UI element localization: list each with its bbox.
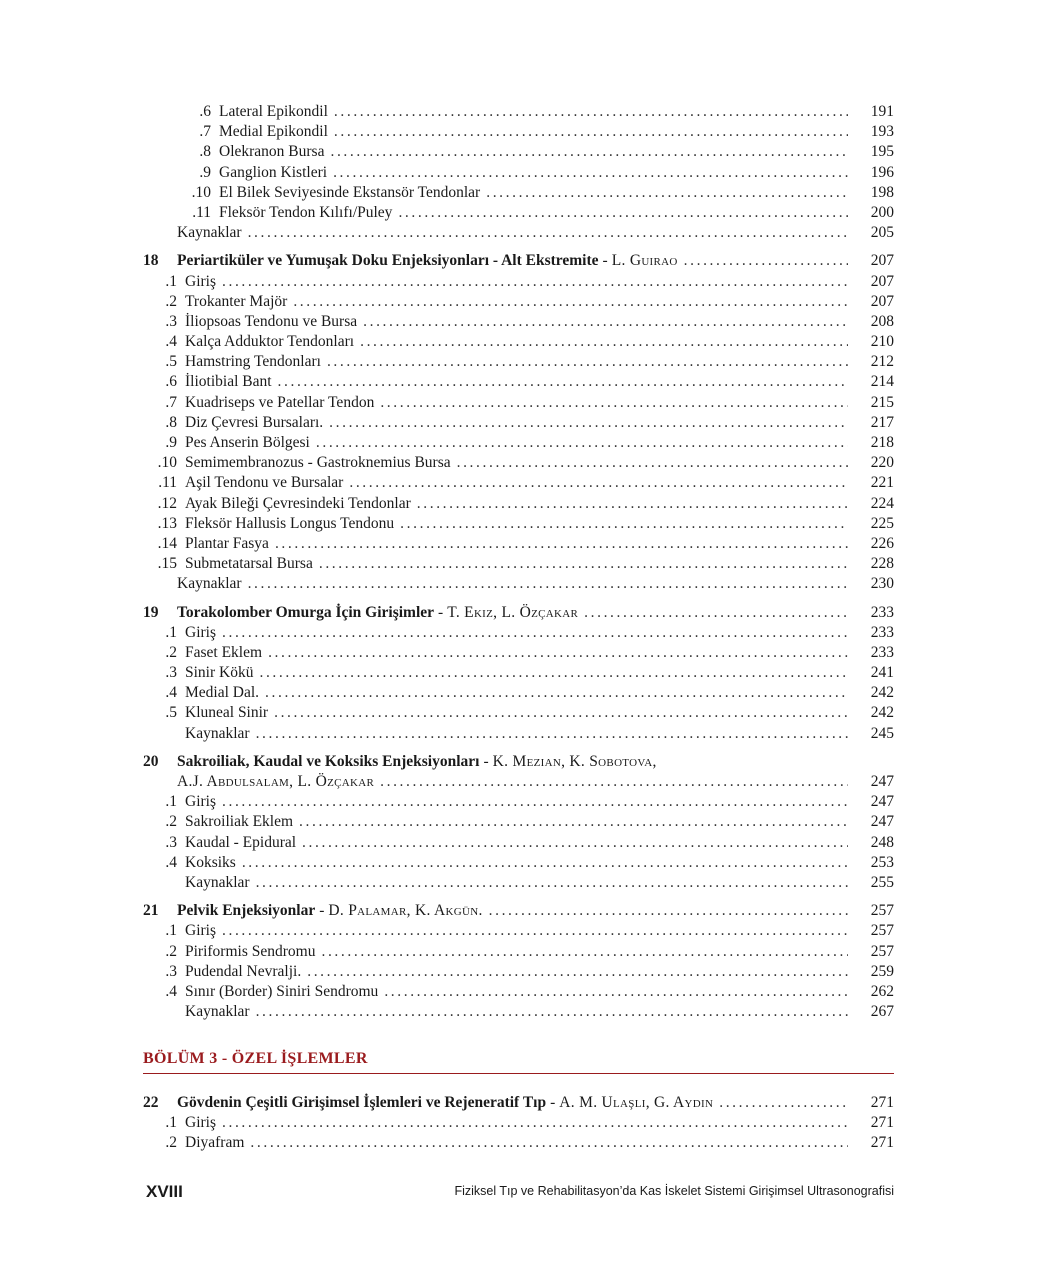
entry-number: .5: [165, 704, 177, 722]
chapter-number: 20: [143, 752, 159, 770]
entry-page: 207: [870, 272, 894, 290]
entry-title: Kaudal - Epidural: [185, 833, 297, 851]
entry-title: İliotibial Bant: [185, 373, 272, 391]
toc-chapter-20-authors-cont[interactable]: [143, 772, 894, 792]
entry-page: 271: [870, 1134, 894, 1152]
entry-page: 248: [870, 833, 894, 851]
author-separator: -: [438, 603, 444, 621]
author-separator: -: [602, 252, 608, 270]
chapter-authors: L. Guirao: [611, 252, 678, 270]
toc-entry[interactable]: [143, 514, 894, 534]
entry-title: Semimembranozus - Gastroknemius Bursa: [185, 454, 451, 472]
entry-title: Sakroiliak Eklem: [185, 813, 294, 831]
toc-entry[interactable]: [143, 332, 894, 352]
chapter-page: 247: [870, 773, 894, 790]
entry-page: 221: [870, 474, 894, 492]
entry-title: Plantar Fasya: [185, 534, 269, 552]
entry-number: .2: [165, 292, 177, 310]
dot-leader: [380, 393, 848, 413]
entry-number: .3: [165, 312, 177, 330]
chapter-page: 233: [870, 603, 894, 621]
toc-entry[interactable]: [143, 142, 894, 162]
chapter-number: 21: [143, 902, 159, 920]
toc-entry[interactable]: [143, 473, 894, 493]
dot-leader: [684, 251, 848, 271]
entry-page: 214: [870, 373, 894, 391]
dot-leader: [329, 413, 848, 433]
toc-entry[interactable]: [143, 534, 894, 554]
entry-number: .2: [165, 813, 177, 831]
entry-number: .3: [165, 962, 177, 980]
toc-entry[interactable]: [143, 433, 894, 453]
page-numeral: XVIII: [146, 1182, 183, 1201]
toc-entry[interactable]: [143, 792, 894, 812]
dot-leader: [274, 703, 848, 723]
toc-entry[interactable]: [143, 122, 894, 142]
entry-title: Kaynaklar: [177, 224, 242, 242]
toc-entry[interactable]: [143, 312, 894, 332]
toc-entry[interactable]: [143, 413, 894, 433]
toc-entry[interactable]: [143, 683, 894, 703]
dot-leader: [222, 792, 848, 812]
entry-number: .10: [191, 183, 211, 201]
entry-page: 205: [870, 224, 894, 242]
dot-leader: [360, 332, 848, 352]
entry-title: Kluneal Sinir: [185, 704, 269, 722]
toc-entry[interactable]: [143, 292, 894, 312]
toc-entry[interactable]: [143, 163, 894, 183]
entry-number: .4: [165, 333, 177, 351]
dot-leader: [222, 272, 848, 292]
entry-number: .6: [165, 373, 177, 391]
entry-number: .3: [165, 664, 177, 682]
dot-leader: [259, 663, 848, 683]
dot-leader: [256, 1002, 848, 1022]
dot-leader: [316, 433, 848, 453]
entry-title: El Bilek Seviyesinde Ekstansör Tendonlar: [219, 183, 481, 201]
dot-leader: [222, 623, 848, 643]
chapter-page: 257: [870, 902, 894, 920]
chapter-title: Periartiküler ve Yumuşak Doku Enjeksiyonları - Alt Ekstremite: [177, 252, 599, 270]
dot-leader: [380, 772, 848, 792]
toc-entry-references[interactable]: [143, 724, 894, 744]
entry-number: .13: [157, 514, 177, 532]
entry-number: .1: [165, 793, 177, 811]
entry-number: .12: [157, 494, 177, 512]
table-of-contents-part-3: [143, 1093, 894, 1154]
entry-page: 207: [870, 292, 894, 310]
toc-chapter-21[interactable]: [143, 901, 894, 921]
entry-page: 233: [870, 623, 894, 641]
entry-title: Diz Çevresi Bursaları.: [185, 413, 324, 431]
entry-title: Faset Eklem: [185, 643, 263, 661]
dot-leader: [417, 494, 848, 514]
part-heading: [143, 1048, 894, 1074]
toc-entry-references[interactable]: [143, 1002, 894, 1022]
entry-title: Kuadriseps ve Patellar Tendon: [185, 393, 375, 411]
toc-entry[interactable]: [143, 703, 894, 723]
entry-number: .9: [165, 434, 177, 451]
dot-leader: [319, 554, 848, 574]
entry-page: 247: [870, 813, 894, 831]
entry-title: Koksiks: [185, 853, 236, 871]
entry-title: Kaynaklar: [185, 1003, 250, 1021]
entry-title: Trokanter Majör: [185, 292, 288, 310]
entry-page: 210: [870, 333, 894, 351]
toc-entry[interactable]: [143, 203, 894, 223]
toc-entry[interactable]: [143, 962, 894, 982]
chapter-authors: T. Ekiz, L. Özçakar: [447, 603, 579, 621]
entry-number: .8: [199, 143, 211, 161]
toc-entry[interactable]: [143, 554, 894, 574]
entry-page: 225: [870, 514, 894, 532]
entry-title: Sinir Kökü: [185, 664, 254, 682]
entry-number: .11: [158, 474, 177, 492]
entry-title: Giriş: [185, 793, 216, 811]
dot-leader: [489, 901, 848, 921]
toc-entry[interactable]: [143, 393, 894, 413]
entry-title: Piriformis Sendromu: [185, 942, 316, 960]
dot-leader: [275, 534, 848, 554]
toc-entry[interactable]: [143, 453, 894, 473]
chapter-number: 19: [143, 603, 159, 621]
entry-number: .4: [165, 684, 177, 702]
entry-page: 262: [870, 982, 894, 1000]
dot-leader: [486, 183, 848, 203]
dot-leader: [334, 122, 848, 142]
entry-title: Medial Dal.: [185, 684, 260, 702]
entry-page: 271: [870, 1114, 894, 1132]
entry-page: 253: [870, 853, 894, 871]
entry-page: 217: [870, 413, 894, 431]
part-divider: [143, 1073, 894, 1074]
entry-number: .4: [165, 982, 177, 1000]
dot-leader: [349, 473, 848, 493]
entry-page: 257: [870, 922, 894, 940]
chapter-authors: K. Mezian, K. Sobotova,: [492, 752, 657, 770]
entry-page: 245: [870, 724, 894, 742]
toc-entry-references[interactable]: [143, 223, 894, 243]
entry-page: 220: [870, 454, 894, 472]
dot-leader: [256, 724, 848, 744]
entry-number: .2: [165, 942, 177, 960]
entry-title: Kalça Adduktor Tendonları: [185, 333, 355, 351]
entry-page: 226: [870, 534, 894, 552]
entry-page: 242: [870, 684, 894, 702]
toc-entry[interactable]: [143, 623, 894, 643]
entry-title: Sınır (Border) Siniri Sendromu: [185, 982, 379, 1000]
entry-page: 215: [870, 393, 894, 411]
entry-number: .7: [165, 393, 177, 411]
chapter-title: Torakolomber Omurga İçin Girişimler: [177, 603, 435, 621]
dot-leader: [457, 453, 848, 473]
entry-number: .2: [165, 643, 177, 661]
toc-entry[interactable]: [143, 183, 894, 203]
dot-leader: [400, 514, 848, 534]
dot-leader: [321, 942, 848, 962]
toc-entry[interactable]: [143, 1133, 894, 1153]
entry-title: Kaynaklar: [177, 575, 242, 593]
entry-page: 255: [870, 873, 894, 891]
chapter-number: 18: [143, 252, 159, 270]
dot-leader: [222, 1113, 848, 1133]
entry-page: 233: [870, 643, 894, 661]
dot-leader: [293, 292, 848, 312]
dot-leader: [307, 962, 848, 982]
table-of-contents: [143, 102, 894, 1022]
entry-page: 200: [870, 203, 894, 221]
author-separator: -: [483, 752, 489, 770]
dot-leader: [719, 1093, 848, 1113]
dot-leader: [398, 203, 848, 223]
entry-page: 259: [870, 962, 894, 980]
toc-entry[interactable]: [143, 372, 894, 392]
entry-number: .10: [157, 454, 177, 472]
author-separator: -: [550, 1094, 556, 1111]
entry-title: Giriş: [185, 623, 216, 641]
entry-number: .1: [165, 623, 177, 641]
entry-title: Giriş: [185, 922, 216, 940]
entry-title: Kaynaklar: [185, 873, 250, 891]
entry-number: .1: [165, 922, 177, 940]
chapter-number: 22: [143, 1094, 159, 1111]
entry-title: Pes Anserin Bölgesi: [185, 434, 310, 451]
entry-page: 193: [870, 123, 894, 141]
entry-number: .9: [199, 163, 211, 181]
entry-title: Giriş: [185, 1114, 216, 1132]
toc-entry[interactable]: [143, 833, 894, 853]
entry-page: 218: [870, 434, 894, 451]
dot-leader: [248, 223, 848, 243]
toc-entry[interactable]: [143, 1113, 894, 1133]
entry-title: Lateral Epikondil: [219, 103, 328, 120]
toc-entry[interactable]: [143, 643, 894, 663]
dot-leader: [327, 352, 848, 372]
toc-entry-references[interactable]: [143, 574, 894, 594]
entry-title: Diyafram: [185, 1134, 245, 1152]
entry-page: 267: [870, 1003, 894, 1021]
dot-leader: [330, 142, 848, 162]
dot-leader: [278, 372, 848, 392]
entry-title: Aşil Tendonu ve Bursalar: [185, 474, 344, 492]
entry-title: Fleksör Hallusis Longus Tendonu: [185, 514, 395, 532]
entry-page: 212: [870, 353, 894, 371]
toc-entry[interactable]: [143, 812, 894, 832]
toc-entry-references[interactable]: [143, 873, 894, 893]
toc-entry[interactable]: [143, 352, 894, 372]
entry-title: Medial Epikondil: [219, 123, 328, 141]
entry-page: 191: [870, 103, 894, 120]
toc-entry[interactable]: [143, 942, 894, 962]
entry-page: 241: [870, 664, 894, 682]
entry-number: .7: [199, 123, 211, 141]
entry-title: Ayak Bileği Çevresindeki Tendonlar: [185, 494, 411, 512]
entry-title: İliopsoas Tendonu ve Bursa: [185, 312, 358, 330]
dot-leader: [302, 833, 848, 853]
entry-page: 247: [870, 793, 894, 811]
entry-title: Giriş: [185, 272, 216, 290]
chapter-authors-continued: A.J. Abdulsalam, L. Özçakar: [177, 773, 375, 790]
part-title: BÖLÜM 3 - ÖZEL İŞLEMLER: [143, 1050, 368, 1067]
toc-entry[interactable]: [143, 102, 894, 122]
toc-chapter-22[interactable]: [143, 1093, 894, 1113]
entry-number: .1: [165, 1114, 177, 1132]
entry-number: .1: [165, 272, 177, 290]
entry-title: Submetatarsal Bursa: [185, 555, 313, 573]
entry-page: 208: [870, 312, 894, 330]
toc-entry[interactable]: [143, 921, 894, 941]
toc-entry[interactable]: [143, 272, 894, 292]
entry-number: .14: [157, 534, 177, 552]
entry-title: Olekranon Bursa: [219, 143, 325, 161]
entry-title: Pudendal Nevralji.: [185, 962, 302, 980]
toc-entry[interactable]: [143, 494, 894, 514]
toc-chapter-18[interactable]: [143, 251, 894, 271]
entry-number: .4: [165, 853, 177, 871]
dot-leader: [248, 574, 848, 594]
entry-number: .6: [199, 103, 211, 120]
dot-leader: [265, 683, 848, 703]
entry-number: .2: [165, 1134, 177, 1152]
entry-number: .8: [165, 413, 177, 431]
entry-page: 196: [870, 163, 894, 181]
toc-entry[interactable]: [143, 982, 894, 1002]
entry-page: 242: [870, 704, 894, 722]
entry-title: Ganglion Kistleri: [219, 163, 328, 181]
chapter-title: Sakroiliak, Kaudal ve Koksiks Enjeksiyonları: [177, 752, 480, 770]
chapter-page: 207: [870, 252, 894, 270]
chapter-authors: D. Palamar, K. Akgün.: [328, 902, 483, 920]
entry-page: 224: [870, 494, 894, 512]
dot-leader: [584, 603, 848, 623]
dot-leader: [299, 812, 848, 832]
entry-page: 195: [870, 143, 894, 161]
entry-page: 257: [870, 942, 894, 960]
toc-chapter-20[interactable]: [143, 752, 894, 772]
entry-title: Fleksör Tendon Kılıfı/Puley: [219, 203, 393, 221]
chapter-page: 271: [870, 1094, 894, 1111]
entry-page: 198: [870, 183, 894, 201]
entry-number: .3: [165, 833, 177, 851]
toc-entry[interactable]: [143, 853, 894, 873]
dot-leader: [222, 921, 848, 941]
entry-title: Hamstring Tendonları: [185, 353, 321, 371]
entry-page: 228: [870, 555, 894, 573]
dot-leader: [384, 982, 848, 1002]
chapter-title: Pelvik Enjeksiyonlar: [177, 902, 316, 920]
toc-entry[interactable]: [143, 663, 894, 683]
chapter-authors: A. M. Ulaşlı, G. Aydın: [559, 1094, 714, 1111]
dot-leader: [250, 1133, 848, 1153]
entry-title: Kaynaklar: [185, 724, 250, 742]
dot-leader: [363, 312, 848, 332]
running-footer-title: Fiziksel Tıp ve Rehabilitasyon’da Kas İskelet Sistemi Girişimsel Ultrasonografisi: [454, 1184, 894, 1198]
entry-number: .15: [157, 555, 177, 573]
author-separator: -: [319, 902, 325, 920]
entry-number: .11: [192, 203, 211, 221]
dot-leader: [333, 163, 848, 183]
dot-leader: [242, 853, 848, 873]
entry-number: .5: [165, 353, 177, 371]
dot-leader: [256, 873, 848, 893]
dot-leader: [268, 643, 848, 663]
chapter-title: Gövdenin Çeşitli Girişimsel İşlemleri ve Rejeneratif Tıp: [177, 1094, 547, 1111]
toc-chapter-19[interactable]: [143, 603, 894, 623]
dot-leader: [334, 102, 848, 122]
entry-page: 230: [870, 575, 894, 593]
